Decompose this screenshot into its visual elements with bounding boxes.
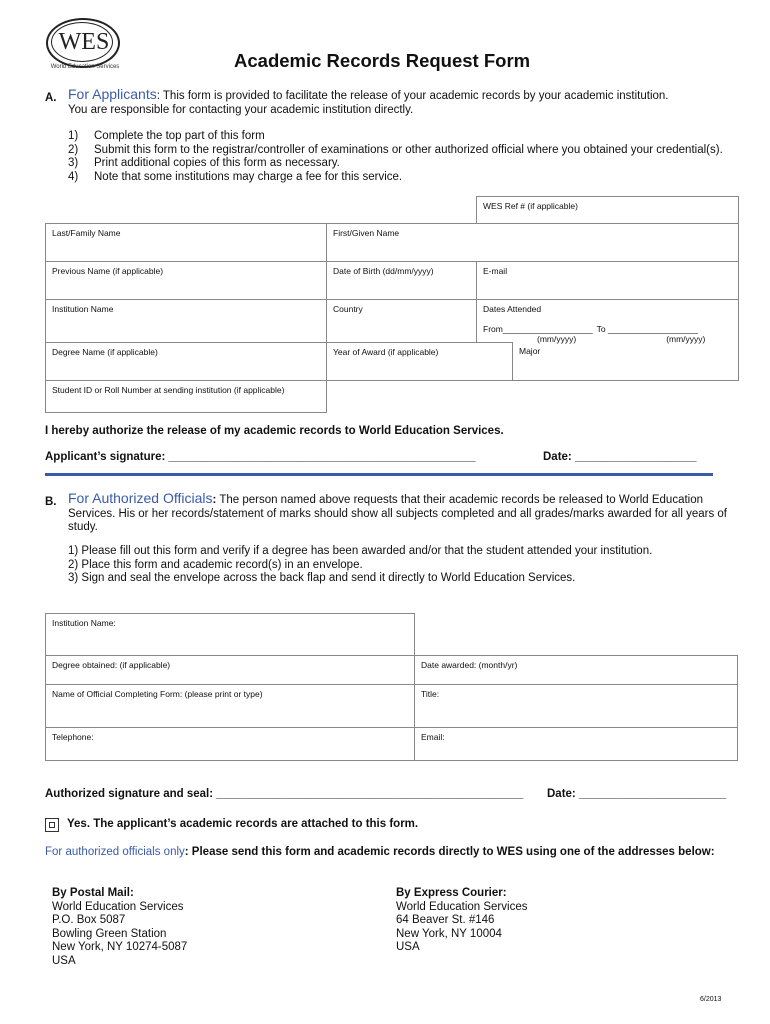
institution-field[interactable]: Institution Name bbox=[45, 299, 327, 343]
wes-ref-field[interactable]: WES Ref # (if applicable) bbox=[476, 196, 739, 224]
section-a-letter: A. bbox=[45, 92, 57, 104]
list-item: 2) Submit this form to the registrar/controller of examinations or other authorized official where you obtained your credential(s). bbox=[68, 143, 723, 156]
section-a-heading: For Applicants bbox=[68, 86, 157, 102]
list-item: 3) Sign and seal the envelope across the back flap and send it directly to World Education Services. bbox=[68, 572, 576, 584]
authorization-statement: I hereby authorize the release of my academic records to World Education Services. bbox=[45, 425, 504, 437]
postal-address: By Postal Mail: World Education Services P.O. Box 5087 Bowling Green Station New York, NY 10274-5087 USA bbox=[52, 887, 188, 967]
section-b-steps bbox=[68, 545, 652, 586]
degree-name-field[interactable]: Degree Name (if applicable) bbox=[45, 342, 327, 381]
official-title-field[interactable]: Title: bbox=[414, 684, 738, 728]
applicant-date-line[interactable]: Date: ___________________ bbox=[543, 451, 697, 463]
checkbox-inner bbox=[49, 822, 55, 828]
year-award-field[interactable]: Year of Award (if applicable) bbox=[326, 342, 513, 381]
section-a-intro-line1: : This form is provided to facilitate the release of your academic records by your academic institution. bbox=[156, 90, 669, 102]
section-b-heading: For Authorized Officials bbox=[68, 490, 213, 506]
postal-heading: By Postal Mail: bbox=[52, 887, 134, 899]
telephone-field[interactable]: Telephone: bbox=[45, 727, 415, 761]
official-name-field[interactable]: Name of Official Completing Form: (please print or type) bbox=[45, 684, 415, 728]
footer-date: 6/2013 bbox=[700, 996, 722, 1003]
list-item: 1) Please fill out this form and verify if a degree has been awarded and/or that the student attended your institution. bbox=[68, 545, 653, 557]
list-item: 3) Print additional copies of this form as necessary. bbox=[68, 157, 340, 169]
authorized-signature-line[interactable]: Authorized signature and seal: ________________________________________________ bbox=[45, 788, 524, 800]
logo-subtitle: World Education Services bbox=[50, 64, 120, 70]
major-field[interactable]: Major bbox=[512, 342, 739, 381]
courier-address: By Express Courier: World Education Services 64 Beaver St. #146 New York, NY 10004 USA bbox=[396, 887, 528, 953]
dates-attended-field[interactable]: Dates Attended From___________________ To ___________________ (mm/yyyy) (mm/yyyy) bbox=[476, 299, 739, 343]
authorized-date-line[interactable]: Date: _______________________ bbox=[547, 788, 727, 800]
list-item: 4) Note that some institutions may charge a fee for this service. bbox=[68, 170, 403, 183]
email-field[interactable]: E-mail bbox=[476, 261, 739, 300]
section-b-intro: For Authorized Officials: The person named above requests that their academic records be released to World Education bbox=[68, 490, 704, 506]
logo: WES bbox=[58, 29, 110, 55]
records-attached-label: Yes. The applicant’s academic records are attached to this form. bbox=[67, 818, 419, 830]
section-b-intro-line2: Services. His or her records/statement of marks should show all subjects completed and all grades/marks awarded for all years of bbox=[68, 508, 727, 520]
page-title: Academic Records Request Form bbox=[234, 50, 531, 71]
date-awarded-field[interactable]: Date awarded: (month/yr) bbox=[414, 655, 738, 685]
dob-field[interactable]: Date of Birth (dd/mm/yyyy) bbox=[326, 261, 477, 300]
officials-only-label: For authorized officials only bbox=[45, 846, 185, 858]
section-b-intro-line3: study. bbox=[68, 521, 98, 533]
last-name-field[interactable]: Last/Family Name bbox=[45, 223, 327, 262]
list-item: 1) Complete the top part of this form bbox=[68, 130, 265, 142]
to-field[interactable]: To ___________________ bbox=[596, 324, 698, 334]
section-b-letter: B. bbox=[45, 496, 57, 508]
student-id-field[interactable]: Student ID or Roll Number at sending institution (if applicable) bbox=[45, 380, 327, 413]
officials-instruction: For authorized officials only: Please send this form and academic records directly to WES using one of the addresses below: bbox=[45, 846, 715, 858]
previous-name-field[interactable]: Previous Name (if applicable) bbox=[45, 261, 327, 300]
section-a-steps bbox=[68, 130, 723, 184]
first-name-field[interactable]: First/Given Name bbox=[326, 223, 739, 262]
section-divider bbox=[45, 473, 713, 476]
list-item: 2) Place this form and academic record(s) in an envelope. bbox=[68, 558, 363, 571]
degree-obtained-field[interactable]: Degree obtained: (if applicable) bbox=[45, 655, 415, 685]
official-institution-field[interactable]: Institution Name: bbox=[45, 613, 415, 656]
section-a-intro bbox=[68, 88, 669, 104]
country-field[interactable]: Country bbox=[326, 299, 477, 343]
from-field[interactable]: From___________________ bbox=[483, 324, 593, 334]
courier-heading: By Express Courier: bbox=[396, 887, 507, 899]
section-a-intro-line2: You are responsible for contacting your academic institution directly. bbox=[68, 104, 414, 116]
applicant-signature-line[interactable]: Applicant’s signature: ________________________________________________ bbox=[45, 451, 476, 463]
official-email-field[interactable]: Email: bbox=[414, 727, 738, 761]
